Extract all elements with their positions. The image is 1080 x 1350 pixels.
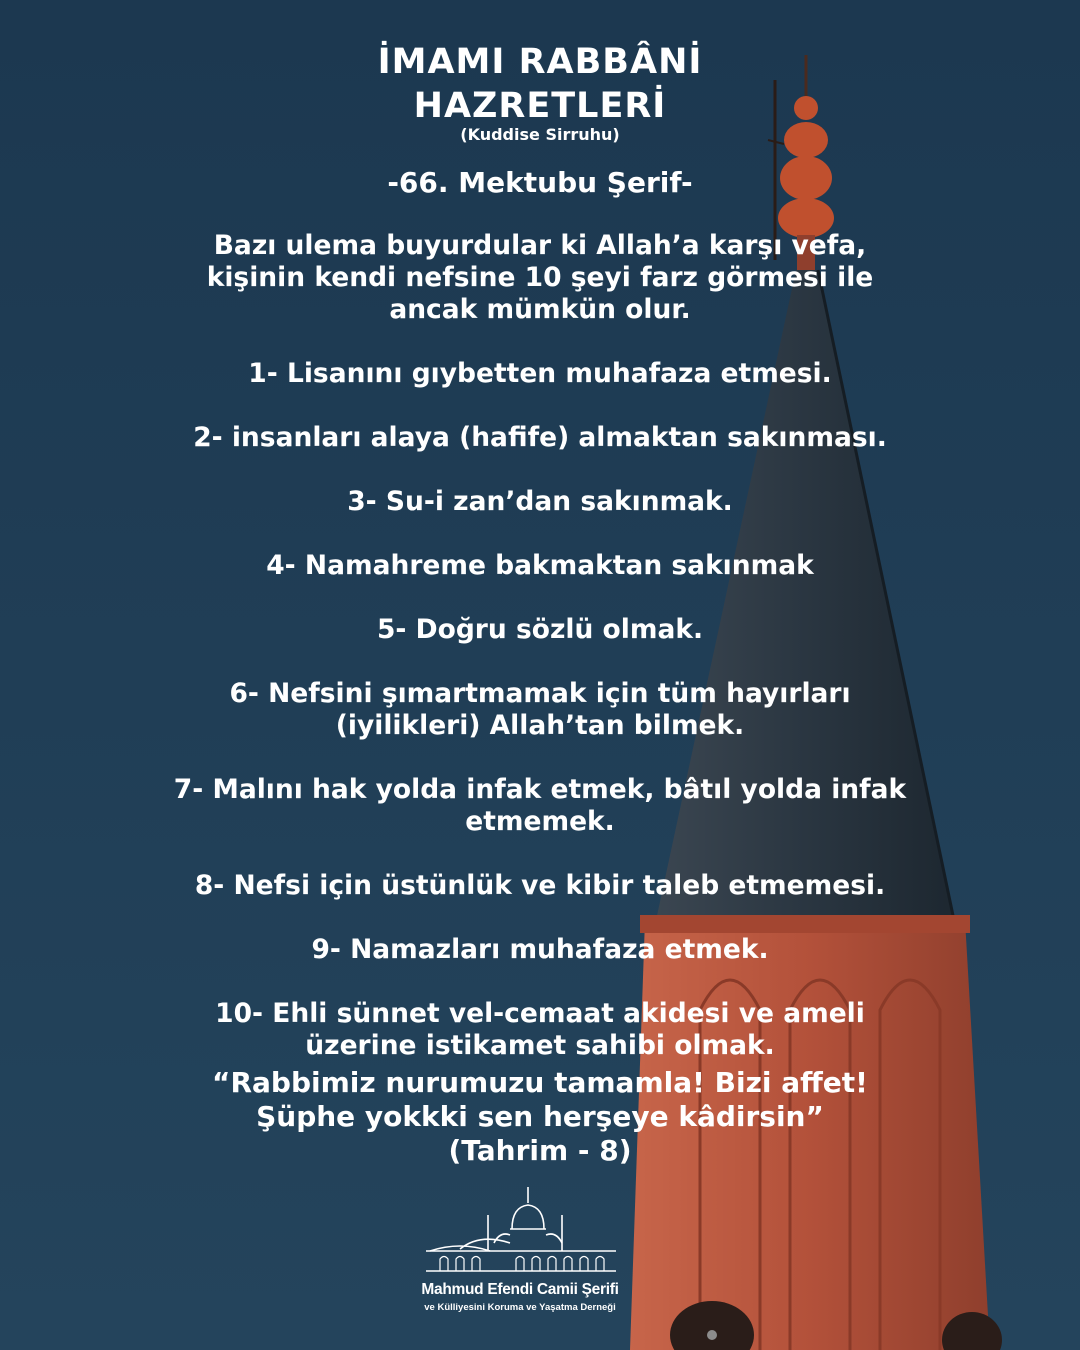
page-title: İMAMI RABBÂNİ HAZRETLERİ [377, 42, 703, 126]
letter-heading: -66. Mektubu Şerif- [387, 166, 693, 199]
list-item: 2- insanları alaya (hafife) almaktan sakınması. [193, 422, 887, 453]
list-item: 5- Doğru sözlü olmak. [376, 614, 704, 645]
list-item: 10- Ehli sünnet vel-cemaat akidesi ve ameli üzerine istikamet sahibi olmak. [215, 998, 865, 1061]
verse-quote: “Rabbimiz nurumuzu tamamla! Bizi affet! Şüphe yokkki sen herşeye kâdirsin” (Tahrim - 8) [212, 1066, 868, 1167]
logo-name: Mahmud Efendi Camii Şerifi [421, 1281, 619, 1298]
list-item: 3- Su-i zan’dan sakınmak. [347, 486, 733, 517]
logo-subtitle: ve Külliyesini Koruma ve Yaşatma Derneği [424, 1302, 616, 1313]
organization-logo [415, 1185, 625, 1315]
list-item: 7- Malını hak yolda infak etmek, bâtıl yolda infak etmemek. [173, 774, 907, 837]
list-item: 6- Nefsini şımartmamak için tüm hayırları (iyilikleri) Allah’tan bilmek. [229, 678, 851, 741]
list-item: 4- Namahreme bakmaktan sakınmak [266, 550, 814, 581]
mosque-icon [420, 1185, 620, 1277]
page-subtitle: (Kuddise Sirruhu) [460, 125, 620, 144]
list-item: 8- Nefsi için üstünlük ve kibir taleb etmemesi. [194, 870, 886, 901]
list-item: 9- Namazları muhafaza etmek. [311, 934, 769, 965]
list-item: 1- Lisanını gıybetten muhafaza etmesi. [248, 358, 832, 389]
intro-paragraph: Bazı ulema buyurdular ki Allah’a karşı vefa, kişinin kendi nefsine 10 şeyi farz görmesi ile ancak mümkün olur. [206, 230, 874, 325]
letter-body [150, 230, 930, 1062]
